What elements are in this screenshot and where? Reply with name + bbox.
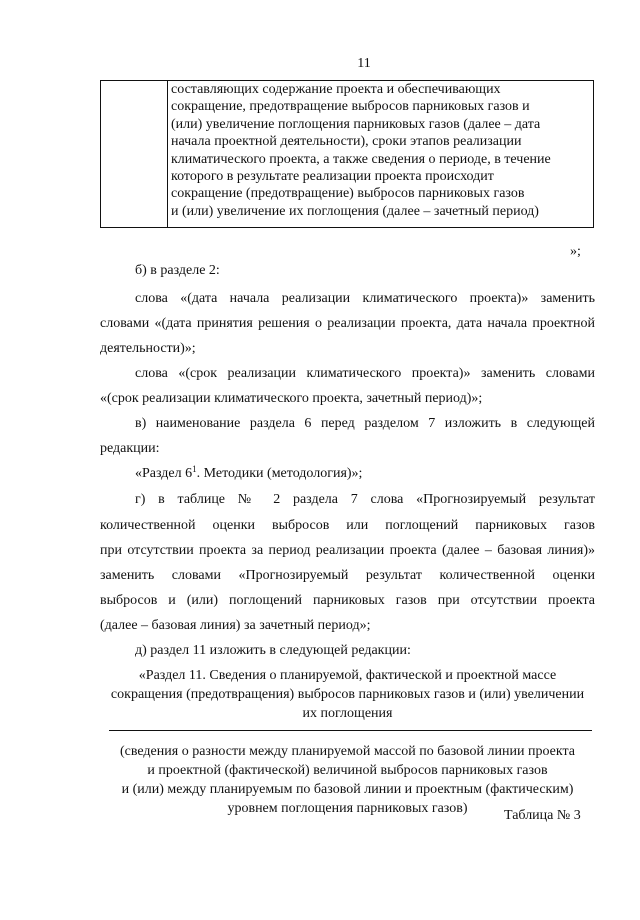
item-g-line: выбросов и (или) поглощений парниковых газов при отсутствии проекта <box>100 593 595 608</box>
item-b-para2-line: «(срок реализации климатического проекта, зачетный период)»; <box>100 391 483 406</box>
section-6-suffix: . Методики (методология)»; <box>196 466 363 481</box>
table-fragment <box>100 80 594 228</box>
item-v-line: редакции: <box>100 441 160 456</box>
table-empty-cell <box>101 81 168 227</box>
section-6-superscript: 1 <box>192 464 197 474</box>
table-line: сокращение (предотвращение) выбросов парниковых газов <box>171 186 525 202</box>
table-line: сокращение, предотвращение выбросов парниковых газов и <box>171 99 530 115</box>
note-line: и (или) между планируемым по базовой линии и проектным (фактическим) <box>121 782 574 797</box>
item-v-line: в) наименование раздела 6 перед разделом 7 изложить в следующей <box>135 416 595 431</box>
table-text-cell <box>168 81 593 227</box>
item-g-line: при отсутствии проекта за период реализации проекта (далее – базовая линия)» <box>100 543 595 558</box>
table-label: Таблица № 3 <box>504 808 581 823</box>
section-11-title-line: сокращения (предотвращения) выбросов парниковых газов и (или) увеличении <box>110 687 585 702</box>
table-line: (или) увеличение поглощения парниковых газов (далее – дата <box>171 116 541 132</box>
section-11-title-line: их поглощения <box>302 706 393 721</box>
item-b-para2-line: слова «(срок реализации климатического проекта)» заменить словами <box>135 366 595 381</box>
table-line: климатического проекта, а также сведения о периоде, в течение <box>171 151 551 167</box>
item-d: д) раздел 11 изложить в следующей редакции: <box>135 643 411 658</box>
note-line: и проектной (фактической) величиной выбросов парниковых газов <box>147 763 548 778</box>
divider-line <box>109 730 592 731</box>
item-g-line: (далее – базовая линия) за зачетный период»; <box>100 618 371 633</box>
closing-quote: »; <box>570 244 581 259</box>
section-6-prefix: «Раздел 6 <box>135 466 193 481</box>
section-11-title-line: «Раздел 11. Сведения о планируемой, фактической и проектной массе <box>138 668 557 683</box>
item-b-para1-line: словами «(дата принятия решения о реализации проекта, дата начала проектной <box>100 316 595 331</box>
item-g-line: г) в таблице № 2 раздела 7 слова «Прогнозируемый результат <box>135 492 595 507</box>
table-line: начала проектной деятельности), сроки этапов реализации <box>171 134 522 150</box>
section-6-heading <box>135 465 595 483</box>
page-number: 11 <box>357 56 371 71</box>
note-line: уровнем поглощения парниковых газов) <box>227 801 468 816</box>
table-line: которого в результате реализации проекта происходит <box>171 169 494 185</box>
item-b-para1-line: деятельности)»; <box>100 341 196 356</box>
item-b: б) в разделе 2: <box>135 263 220 278</box>
table-line: и (или) увеличение их поглощения (далее – зачетный период) <box>171 203 539 219</box>
note-line: (сведения о разности между планируемой массой по базовой линии проекта <box>120 744 575 759</box>
item-g-line: заменить словами «Прогнозируемый результат количественной оценки <box>100 568 595 583</box>
table-line: составляющих содержание проекта и обеспечивающих <box>171 82 501 97</box>
item-g-line: количественной оценки выбросов или поглощений парниковых газов <box>100 518 595 533</box>
item-b-para1-line: слова «(дата начала реализации климатического проекта)» заменить <box>135 291 595 306</box>
